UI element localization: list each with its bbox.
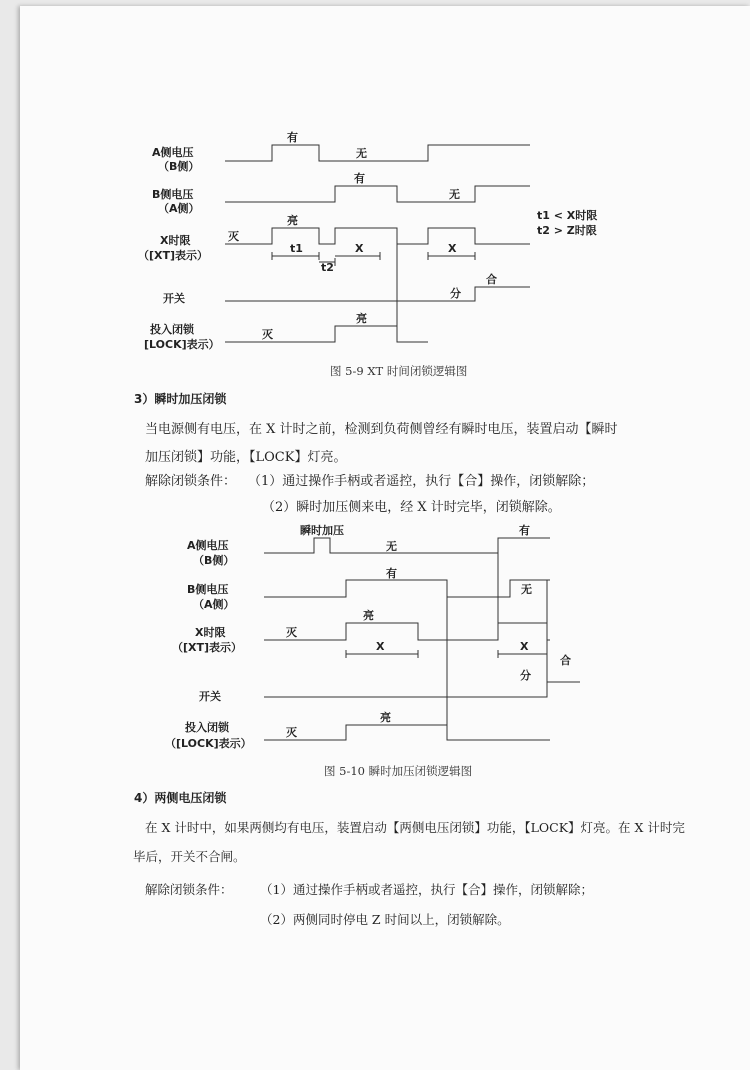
fig9-b-voltage-sub: （A侧）	[158, 202, 200, 215]
fig10-a-voltage-label: A侧电压	[187, 539, 229, 552]
fig9-mark-you1: 有	[287, 131, 298, 144]
fig9-mark-wu1: 无	[356, 147, 367, 160]
fig9-mark-he: 合	[486, 273, 497, 286]
fig10-mark-mie2: 灭	[286, 726, 297, 739]
fig10-mark-he: 合	[560, 654, 571, 667]
section4-heading: 4）两侧电压闭锁	[134, 791, 227, 805]
fig9-lock-label: 投入闭锁	[150, 323, 194, 336]
fig9-note-1: t1 < X时限	[537, 209, 598, 222]
fig9-b-voltage-label: B侧电压	[152, 188, 194, 201]
fig10-a-voltage-sub: （B侧）	[193, 554, 235, 567]
fig9-mark-mie1: 灭	[228, 230, 239, 243]
fig10-mark-you2: 有	[386, 567, 397, 580]
fig10-b-voltage-wave	[264, 580, 550, 597]
fig9-b-voltage-wave	[225, 186, 530, 202]
section3-para-line2: 加压闭锁】功能，【LOCK】灯亮。	[145, 450, 347, 465]
fig10-mark-x2: X	[520, 640, 529, 653]
fig10-caption: 图 5-10 瞬时加压闭锁逻辑图	[324, 764, 473, 778]
fig9-mark-you2: 有	[354, 172, 365, 185]
fig9-switch-wave	[225, 287, 530, 301]
fig9-lock-wave	[225, 326, 428, 342]
section4-para-line1: 在 X 计时中，如果两侧均有电压，装置启动【两侧电压闭锁】功能，【LOCK】灯亮。在 X 计时完	[145, 820, 685, 835]
section4-para-line2: 毕后，开关不合闸。	[133, 849, 246, 864]
fig10-mark-you1: 有	[519, 524, 530, 537]
section4-release-1: （1）通过操作手柄或者遥控，执行【合】操作，闭锁解除；	[260, 882, 593, 897]
fig10-mark-x1: X	[376, 640, 385, 653]
fig9-x-limit-wave	[225, 228, 530, 244]
figure-5-9	[138, 130, 597, 351]
fig10-lock-label: 投入闭锁	[185, 721, 229, 734]
fig9-x-limit-sub: （[XT]表示）	[138, 249, 209, 262]
fig9-mark-liang1: 亮	[287, 214, 298, 227]
fig10-x-limit-label: X时限	[195, 626, 226, 639]
fig10-x-limit-sub: （[XT]表示）	[172, 641, 243, 654]
fig10-mark-liang2: 亮	[380, 711, 391, 724]
fig10-mark-mie1: 灭	[286, 626, 297, 639]
fig9-mark-t2: t2	[321, 261, 334, 274]
section3-release-2: （2）瞬时加压侧来电，经 X 计时完毕，闭锁解除。	[262, 500, 561, 515]
fig10-mark-wu2: 无	[521, 583, 532, 596]
fig10-mark-liang1: 亮	[363, 609, 374, 622]
fig9-caption: 图 5-9 XT 时间闭锁逻辑图	[330, 364, 468, 378]
figure-5-10	[165, 523, 580, 750]
fig10-mark-fen: 分	[520, 669, 531, 682]
fig9-mark-fen: 分	[450, 287, 461, 300]
fig10-switch-label: 开关	[199, 690, 221, 703]
section3-release-1: （1）通过操作手柄或者遥控，执行【合】操作，闭锁解除；	[248, 474, 595, 489]
fig10-a-voltage-wave	[264, 538, 550, 553]
fig9-a-voltage-wave	[225, 145, 530, 161]
fig10-lock-wave	[264, 725, 550, 740]
fig9-a-voltage-sub: （B侧）	[158, 160, 200, 173]
fig9-switch-label: 开关	[163, 292, 185, 305]
section3-para-line1: 当电源侧有电压，在 X 计时之前，检测到负荷侧曾经有瞬时电压，装置启动【瞬时	[145, 422, 618, 437]
fig10-x-limit-wave	[264, 623, 550, 640]
fig9-a-voltage-label: A侧电压	[152, 146, 194, 159]
fig9-mark-liang2: 亮	[356, 312, 367, 325]
section4-release-2: （2）两侧同时停电 Z 时间以上，闭锁解除。	[260, 912, 510, 927]
fig10-b-voltage-label: B侧电压	[187, 583, 229, 596]
fig10-lock-sub: （[LOCK]表示）	[165, 737, 252, 750]
fig9-mark-x1: X	[355, 242, 364, 255]
fig10-mark-wu1: 无	[386, 540, 397, 553]
fig10-mark-instant: 瞬时加压	[300, 524, 344, 537]
fig9-mark-mie2: 灭	[262, 328, 273, 341]
fig9-mark-wu2: 无	[449, 188, 460, 201]
fig9-x-limit-label: X时限	[160, 234, 191, 247]
fig9-mark-x2: X	[448, 242, 457, 255]
section3-release-title: 解除闭锁条件：	[145, 474, 237, 489]
section3-heading: 3）瞬时加压闭锁	[134, 392, 227, 406]
section4-release-title: 解除闭锁条件：	[145, 882, 233, 897]
fig9-lock-sub: [LOCK]表示）	[144, 338, 220, 351]
fig9-note-2: t2 > Z时限	[537, 224, 597, 237]
fig10-switch-wave	[264, 682, 580, 697]
fig9-mark-t1: t1	[290, 242, 303, 255]
fig10-b-voltage-sub: （A侧）	[193, 598, 235, 611]
